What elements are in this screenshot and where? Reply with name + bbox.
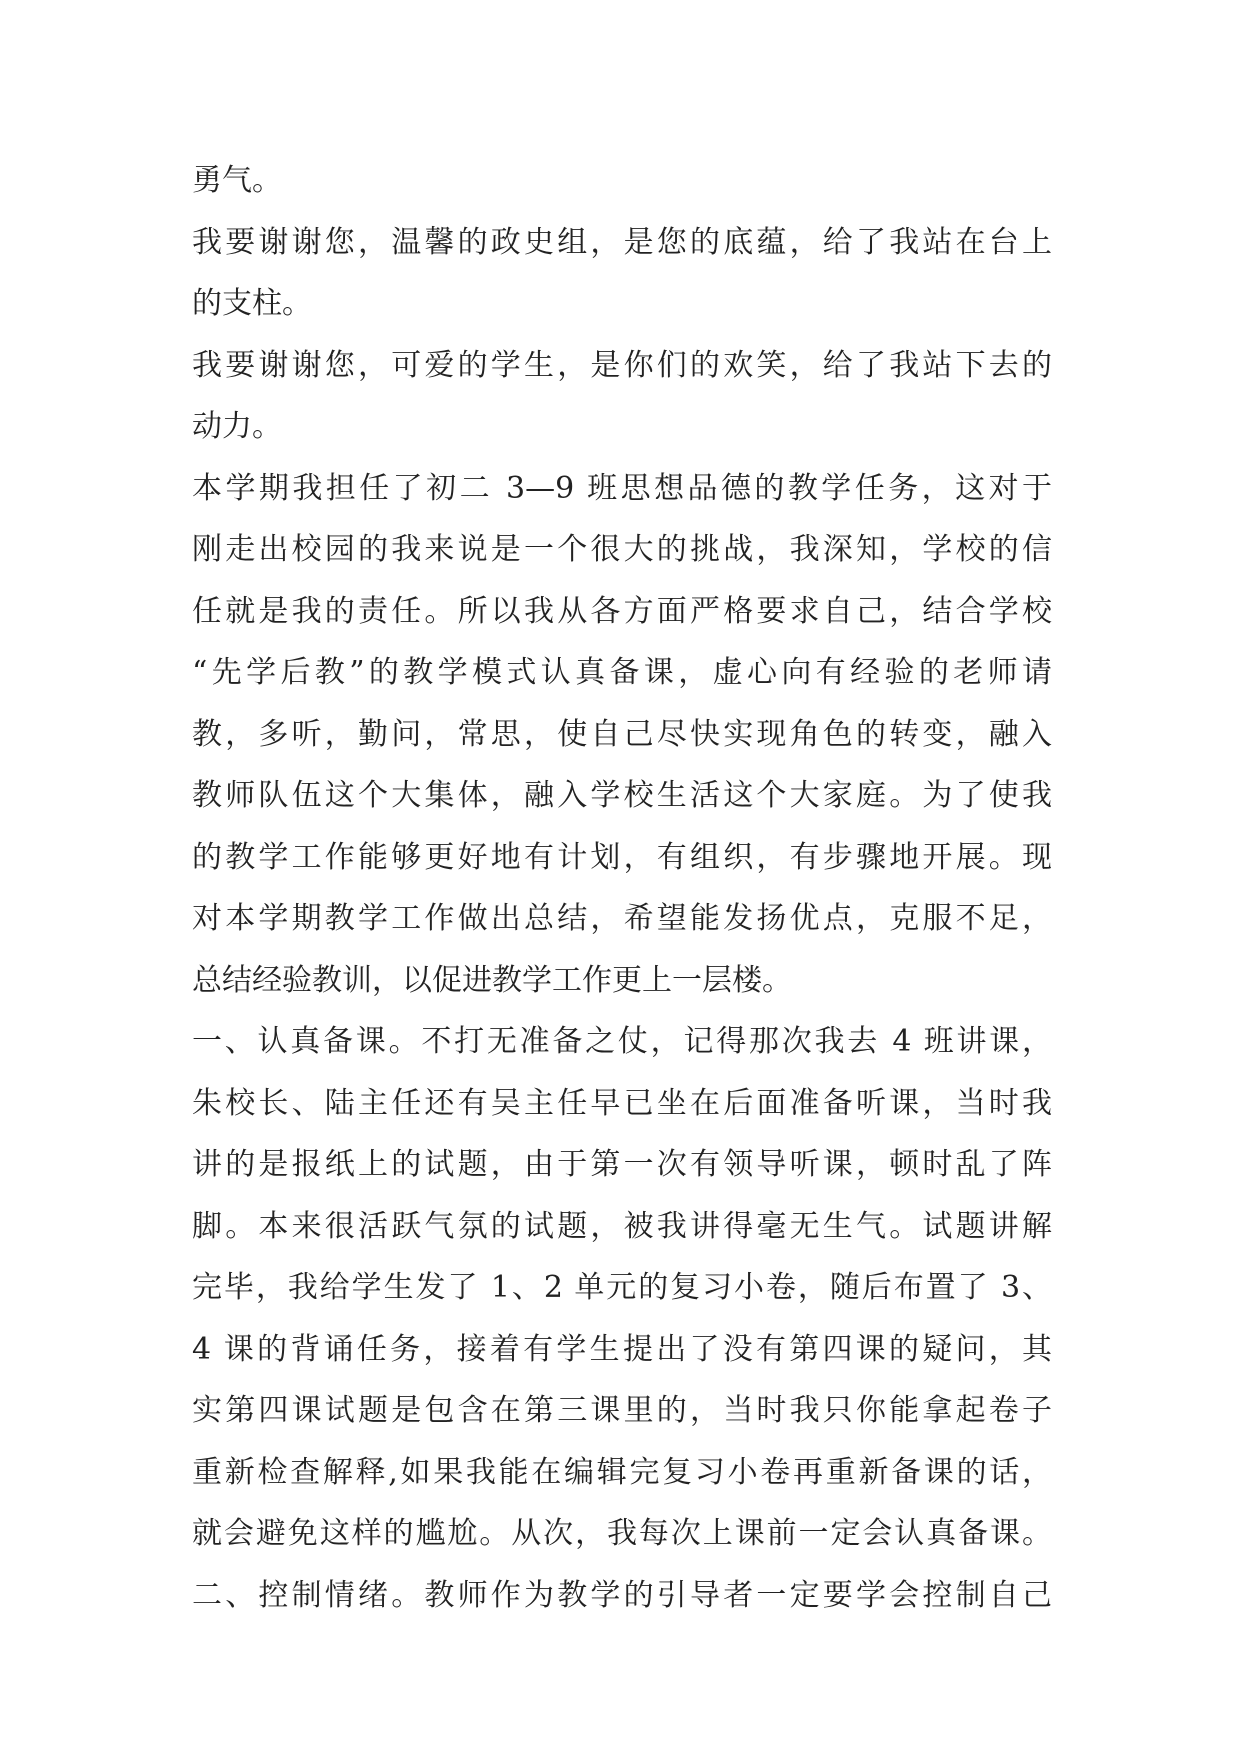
text-line: 动力。 xyxy=(192,409,282,444)
text-line: 我要谢谢您，温馨的政史组，是您的底蕴，给了我站在台上 xyxy=(192,224,1052,260)
text-line: 重新检查解释,如果我能在编辑完复习小卷再重新备课的话， xyxy=(192,1454,1052,1490)
text-line: 就会避免这样的尴尬。从次，我每次上课前一定会认真备课。 xyxy=(192,1516,1052,1551)
text-line: 二、控制情绪。教师作为教学的引导者一定要学会控制自己 xyxy=(192,1577,1052,1613)
text-line: 的支柱。 xyxy=(192,286,312,321)
text-line: 刚走出校园的我来说是一个很大的挑战，我深知，学校的信 xyxy=(192,532,1052,567)
text-line: 4 课的背诵任务，接着有学生提出了没有第四课的疑问，其 xyxy=(192,1331,1052,1367)
text-line: 脚。本来很活跃气氛的试题，被我讲得毫无生气。试题讲解 xyxy=(192,1208,1052,1244)
text-line: 勇气。 xyxy=(192,163,282,198)
text-line: 实第四课试题是包含在第三课里的，当时我只你能拿起卷子 xyxy=(192,1393,1052,1428)
text-line: 完毕，我给学生发了 1、2 单元的复习小卷，随后布置了 3、 xyxy=(192,1270,1052,1305)
text-line: 教师队伍这个大集体，融入学校生活这个大家庭。为了使我 xyxy=(192,778,1052,813)
text-line: 讲的是报纸上的试题，由于第一次有领导听课，顿时乱了阵 xyxy=(192,1147,1052,1182)
text-line: 本学期我担任了初二 3—9 班思想品德的教学任务，这对于 xyxy=(192,470,1052,506)
text-line: 一、认真备课。不打无准备之仗，记得那次我去 4 班讲课， xyxy=(192,1024,1052,1059)
text-line: 总结经验教训，以促进教学工作更上一层楼。 xyxy=(192,962,792,998)
text-line: 教，多听，勤问，常思，使自己尽快实现角色的转变，融入 xyxy=(192,716,1052,752)
text-line: 任就是我的责任。所以我从各方面严格要求自己，结合学校 xyxy=(192,593,1052,629)
text-line: 朱校长、陆主任还有吴主任早已坐在后面准备听课，当时我 xyxy=(192,1085,1052,1121)
body-text xyxy=(192,150,1052,1626)
text-line: “先学后教”的教学模式认真备课，虚心向有经验的老师请 xyxy=(192,655,1052,690)
text-line: 我要谢谢您，可爱的学生，是你们的欢笑，给了我站下去的 xyxy=(192,347,1052,383)
text-line: 对本学期教学工作做出总结，希望能发扬优点，克服不足， xyxy=(192,901,1052,936)
text-line: 的教学工作能够更好地有计划，有组织，有步骤地开展。现 xyxy=(192,839,1052,875)
